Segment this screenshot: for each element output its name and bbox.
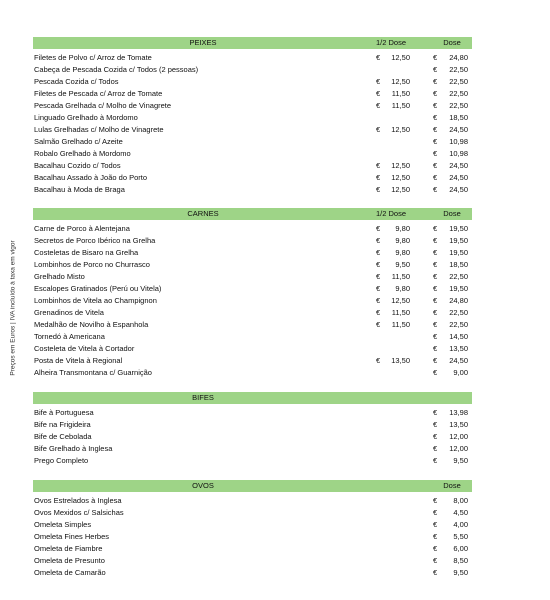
dose-currency: € bbox=[433, 248, 438, 257]
dish-name: Prego Completo bbox=[34, 456, 89, 465]
dose-price: 9,50 bbox=[453, 456, 468, 465]
dose-price: 4,50 bbox=[453, 508, 468, 517]
section-header bbox=[33, 392, 472, 404]
section-carnes bbox=[33, 208, 472, 379]
half-dose-header: 1/2 Dose bbox=[376, 209, 407, 218]
dose-currency: € bbox=[433, 260, 438, 269]
dish-name: Secretos de Porco Ibérico na Grelha bbox=[34, 236, 156, 245]
menu-item-row bbox=[33, 567, 472, 579]
dish-name: Escalopes Gratinados (Perú ou Vitela) bbox=[34, 284, 162, 293]
dose-currency: € bbox=[433, 125, 438, 134]
dish-name: Bacalhau Assado à João do Porto bbox=[34, 173, 147, 182]
dish-name: Filetes de Pescada c/ Arroz de Tomate bbox=[34, 89, 163, 98]
dish-name: Bacalhau Cozido c/ Todos bbox=[34, 161, 121, 170]
half-dose-currency: € bbox=[376, 173, 381, 182]
dish-name: Omeleta de Presunto bbox=[34, 556, 105, 565]
menu-item-row bbox=[33, 184, 472, 196]
menu-item-row bbox=[33, 52, 472, 64]
half-dose-currency: € bbox=[376, 284, 381, 293]
dose-price: 9,50 bbox=[453, 568, 468, 577]
dish-name: Lombinhos de Porco no Churrasco bbox=[34, 260, 150, 269]
half-dose-currency: € bbox=[376, 101, 381, 110]
dish-name: Lombinhos de Vitela ao Champignon bbox=[34, 296, 157, 305]
dose-currency: € bbox=[433, 496, 438, 505]
dose-price: 24,80 bbox=[449, 53, 468, 62]
dish-name: Omeleta Fines Herbes bbox=[34, 532, 110, 541]
dose-price: 14,50 bbox=[449, 332, 468, 341]
dose-currency: € bbox=[433, 161, 438, 170]
dose-currency: € bbox=[433, 101, 438, 110]
dish-name: Medalhão de Novilho à Espanhola bbox=[34, 320, 149, 329]
dose-currency: € bbox=[433, 65, 438, 74]
dose-price: 8,00 bbox=[453, 496, 468, 505]
menu-item-row bbox=[33, 419, 472, 431]
dish-name: Costeletas de Bisaro na Grelha bbox=[34, 248, 139, 257]
menu-item-row bbox=[33, 507, 472, 519]
half-dose-currency: € bbox=[376, 356, 381, 365]
half-dose-price: 12,50 bbox=[391, 77, 410, 86]
section-peixes bbox=[33, 37, 472, 196]
menu-item-row bbox=[33, 160, 472, 172]
section-ovos bbox=[33, 480, 472, 579]
dish-name: Pescada Cozida c/ Todos bbox=[34, 77, 119, 86]
dose-currency: € bbox=[433, 173, 438, 182]
dose-header: Dose bbox=[443, 38, 461, 47]
section-bifes bbox=[33, 392, 472, 467]
dish-name: Grenadinos de Vitela bbox=[34, 308, 104, 317]
dose-price: 5,50 bbox=[453, 532, 468, 541]
half-dose-currency: € bbox=[376, 236, 381, 245]
menu-item-row bbox=[33, 148, 472, 160]
dose-price: 19,50 bbox=[449, 224, 468, 233]
dose-price: 18,50 bbox=[449, 113, 468, 122]
dish-name: Bacalhau à Moda de Braga bbox=[34, 185, 125, 194]
half-dose-currency: € bbox=[376, 260, 381, 269]
dose-currency: € bbox=[433, 332, 438, 341]
half-dose-price: 11,50 bbox=[391, 101, 410, 110]
dose-price: 4,00 bbox=[453, 520, 468, 529]
dose-price: 13,98 bbox=[449, 408, 468, 417]
dose-currency: € bbox=[433, 137, 438, 146]
dose-price: 12,00 bbox=[449, 432, 468, 441]
dose-price: 24,80 bbox=[449, 296, 468, 305]
menu-item-row bbox=[33, 455, 472, 467]
dish-name: Bife de Cebolada bbox=[34, 432, 92, 441]
dish-name: Alheira Transmontana c/ Guarnição bbox=[34, 368, 152, 377]
dish-name: Carne de Porco à Alentejana bbox=[34, 224, 130, 233]
dose-currency: € bbox=[433, 344, 438, 353]
half-dose-price: 12,50 bbox=[391, 173, 410, 182]
menu-item-row bbox=[33, 343, 472, 355]
dish-name: Omeleta Simples bbox=[34, 520, 92, 529]
dose-currency: € bbox=[433, 113, 438, 122]
dose-price: 19,50 bbox=[449, 284, 468, 293]
dish-name: Bife Grelhado à Inglesa bbox=[34, 444, 113, 453]
dose-currency: € bbox=[433, 508, 438, 517]
half-dose-currency: € bbox=[376, 77, 381, 86]
dose-currency: € bbox=[433, 236, 438, 245]
half-dose-price: 9,50 bbox=[395, 260, 410, 269]
section-header bbox=[33, 480, 472, 492]
dose-price: 24,50 bbox=[449, 185, 468, 194]
dose-price: 22,50 bbox=[449, 272, 468, 281]
dose-currency: € bbox=[433, 408, 438, 417]
half-dose-price: 9,80 bbox=[395, 284, 410, 293]
dose-currency: € bbox=[433, 89, 438, 98]
half-dose-price: 9,80 bbox=[395, 224, 410, 233]
half-dose-currency: € bbox=[376, 296, 381, 305]
dose-price: 19,50 bbox=[449, 248, 468, 257]
dose-price: 6,00 bbox=[453, 544, 468, 553]
dose-currency: € bbox=[433, 284, 438, 293]
dish-name: Salmão Grelhado c/ Azeite bbox=[34, 137, 123, 146]
dish-name: Bife à Portuguesa bbox=[34, 408, 94, 417]
half-dose-currency: € bbox=[376, 53, 381, 62]
section-title: PEIXES bbox=[189, 38, 217, 47]
half-dose-price: 11,50 bbox=[391, 272, 410, 281]
dose-price: 8,50 bbox=[453, 556, 468, 565]
dose-price: 22,50 bbox=[449, 101, 468, 110]
item-list bbox=[33, 223, 472, 379]
menu-item-row bbox=[33, 355, 472, 367]
menu-item-row bbox=[33, 259, 472, 271]
menu-item-row bbox=[33, 519, 472, 531]
menu-item-row bbox=[33, 136, 472, 148]
dose-price: 13,50 bbox=[449, 420, 468, 429]
dose-currency: € bbox=[433, 224, 438, 233]
dose-price: 22,50 bbox=[449, 89, 468, 98]
dose-price: 9,00 bbox=[453, 368, 468, 377]
dish-name: Omeleta de Camarão bbox=[34, 568, 106, 577]
menu-item-row bbox=[33, 172, 472, 184]
dose-currency: € bbox=[433, 456, 438, 465]
dose-currency: € bbox=[433, 356, 438, 365]
menu-item-row bbox=[33, 319, 472, 331]
dish-name: Robalo Grelhado à Mordomo bbox=[34, 149, 131, 158]
dose-currency: € bbox=[433, 532, 438, 541]
dish-name: Lulas Grelhadas c/ Molho de Vinagrete bbox=[34, 125, 164, 134]
section-title: OVOS bbox=[192, 481, 214, 490]
dish-name: Linguado Grelhado à Mordomo bbox=[34, 113, 138, 122]
dose-price: 19,50 bbox=[449, 236, 468, 245]
dish-name: Omeleta de Fiambre bbox=[34, 544, 103, 553]
menu-item-row bbox=[33, 495, 472, 507]
half-dose-header: 1/2 Dose bbox=[376, 38, 407, 47]
menu-item-row bbox=[33, 100, 472, 112]
half-dose-currency: € bbox=[376, 320, 381, 329]
menu-item-row bbox=[33, 271, 472, 283]
half-dose-price: 13,50 bbox=[391, 356, 410, 365]
dose-header: Dose bbox=[443, 481, 461, 490]
section-title: CARNES bbox=[187, 209, 219, 218]
section-title: BIFES bbox=[192, 393, 214, 402]
dose-price: 13,50 bbox=[449, 344, 468, 353]
menu-item-row bbox=[33, 431, 472, 443]
menu-item-row bbox=[33, 235, 472, 247]
menu-item-row bbox=[33, 76, 472, 88]
menu-item-row bbox=[33, 407, 472, 419]
dose-currency: € bbox=[433, 544, 438, 553]
menu-item-row bbox=[33, 443, 472, 455]
half-dose-currency: € bbox=[376, 308, 381, 317]
menu-item-row bbox=[33, 555, 472, 567]
menu-item-row bbox=[33, 295, 472, 307]
dose-currency: € bbox=[433, 444, 438, 453]
dish-name: Pescada Grelhada c/ Molho de Vinagrete bbox=[34, 101, 172, 110]
half-dose-currency: € bbox=[376, 185, 381, 194]
dose-price: 12,00 bbox=[449, 444, 468, 453]
half-dose-currency: € bbox=[376, 125, 381, 134]
dish-name: Bife na Frigideira bbox=[34, 420, 91, 429]
dose-currency: € bbox=[433, 272, 438, 281]
dose-price: 22,50 bbox=[449, 77, 468, 86]
menu-item-row bbox=[33, 367, 472, 379]
half-dose-currency: € bbox=[376, 272, 381, 281]
menu-item-row bbox=[33, 531, 472, 543]
price-note: Preços em Euros | IVA incluído à taxa em vigor bbox=[9, 240, 17, 376]
dish-name: Posta de Vitela à Regional bbox=[34, 356, 123, 365]
menu-item-row bbox=[33, 223, 472, 235]
half-dose-currency: € bbox=[376, 161, 381, 170]
half-dose-price: 12,50 bbox=[391, 125, 410, 134]
menu-item-row bbox=[33, 543, 472, 555]
half-dose-currency: € bbox=[376, 89, 381, 98]
item-list bbox=[33, 407, 472, 467]
half-dose-price: 11,50 bbox=[391, 89, 410, 98]
section-header bbox=[33, 208, 472, 220]
half-dose-price: 12,50 bbox=[391, 53, 410, 62]
dose-currency: € bbox=[433, 420, 438, 429]
half-dose-price: 9,80 bbox=[395, 236, 410, 245]
dose-currency: € bbox=[433, 432, 438, 441]
dish-name: Grelhado Misto bbox=[34, 272, 85, 281]
dose-price: 18,50 bbox=[449, 260, 468, 269]
dose-currency: € bbox=[433, 320, 438, 329]
dish-name: Filetes de Polvo c/ Arroz de Tomate bbox=[34, 53, 152, 62]
half-dose-currency: € bbox=[376, 248, 381, 257]
dose-currency: € bbox=[433, 308, 438, 317]
menu-item-row bbox=[33, 307, 472, 319]
dose-price: 22,50 bbox=[449, 65, 468, 74]
dose-price: 22,50 bbox=[449, 320, 468, 329]
dish-name: Ovos Mexidos c/ Salsichas bbox=[34, 508, 124, 517]
dose-price: 10,98 bbox=[449, 137, 468, 146]
dish-name: Cabeça de Pescada Cozida c/ Todos (2 pessoas) bbox=[34, 65, 199, 74]
dose-currency: € bbox=[433, 368, 438, 377]
dose-currency: € bbox=[433, 53, 438, 62]
dish-name: Costeleta de Vitela à Cortador bbox=[34, 344, 135, 353]
menu-item-row bbox=[33, 283, 472, 295]
menu-item-row bbox=[33, 112, 472, 124]
menu-item-row bbox=[33, 331, 472, 343]
dose-header: Dose bbox=[443, 209, 461, 218]
dose-price: 24,50 bbox=[449, 161, 468, 170]
dish-name: Ovos Estrelados à Inglesa bbox=[34, 496, 122, 505]
half-dose-price: 11,50 bbox=[391, 320, 410, 329]
dose-price: 22,50 bbox=[449, 308, 468, 317]
item-list bbox=[33, 52, 472, 196]
dose-currency: € bbox=[433, 556, 438, 565]
dose-currency: € bbox=[433, 520, 438, 529]
dose-price: 10,98 bbox=[449, 149, 468, 158]
dose-currency: € bbox=[433, 568, 438, 577]
half-dose-price: 11,50 bbox=[391, 308, 410, 317]
half-dose-price: 12,50 bbox=[391, 185, 410, 194]
half-dose-price: 12,50 bbox=[391, 296, 410, 305]
dose-currency: € bbox=[433, 185, 438, 194]
half-dose-price: 12,50 bbox=[391, 161, 410, 170]
dose-price: 24,50 bbox=[449, 173, 468, 182]
half-dose-price: 9,80 bbox=[395, 248, 410, 257]
menu-item-row bbox=[33, 88, 472, 100]
half-dose-currency: € bbox=[376, 224, 381, 233]
menu-item-row bbox=[33, 124, 472, 136]
dose-price: 24,50 bbox=[449, 356, 468, 365]
item-list bbox=[33, 495, 472, 579]
menu-item-row bbox=[33, 247, 472, 259]
menu-item-row bbox=[33, 64, 472, 76]
dose-currency: € bbox=[433, 149, 438, 158]
dose-currency: € bbox=[433, 296, 438, 305]
section-header bbox=[33, 37, 472, 49]
dish-name: Tornedó à Americana bbox=[34, 332, 105, 341]
dose-currency: € bbox=[433, 77, 438, 86]
dose-price: 24,50 bbox=[449, 125, 468, 134]
